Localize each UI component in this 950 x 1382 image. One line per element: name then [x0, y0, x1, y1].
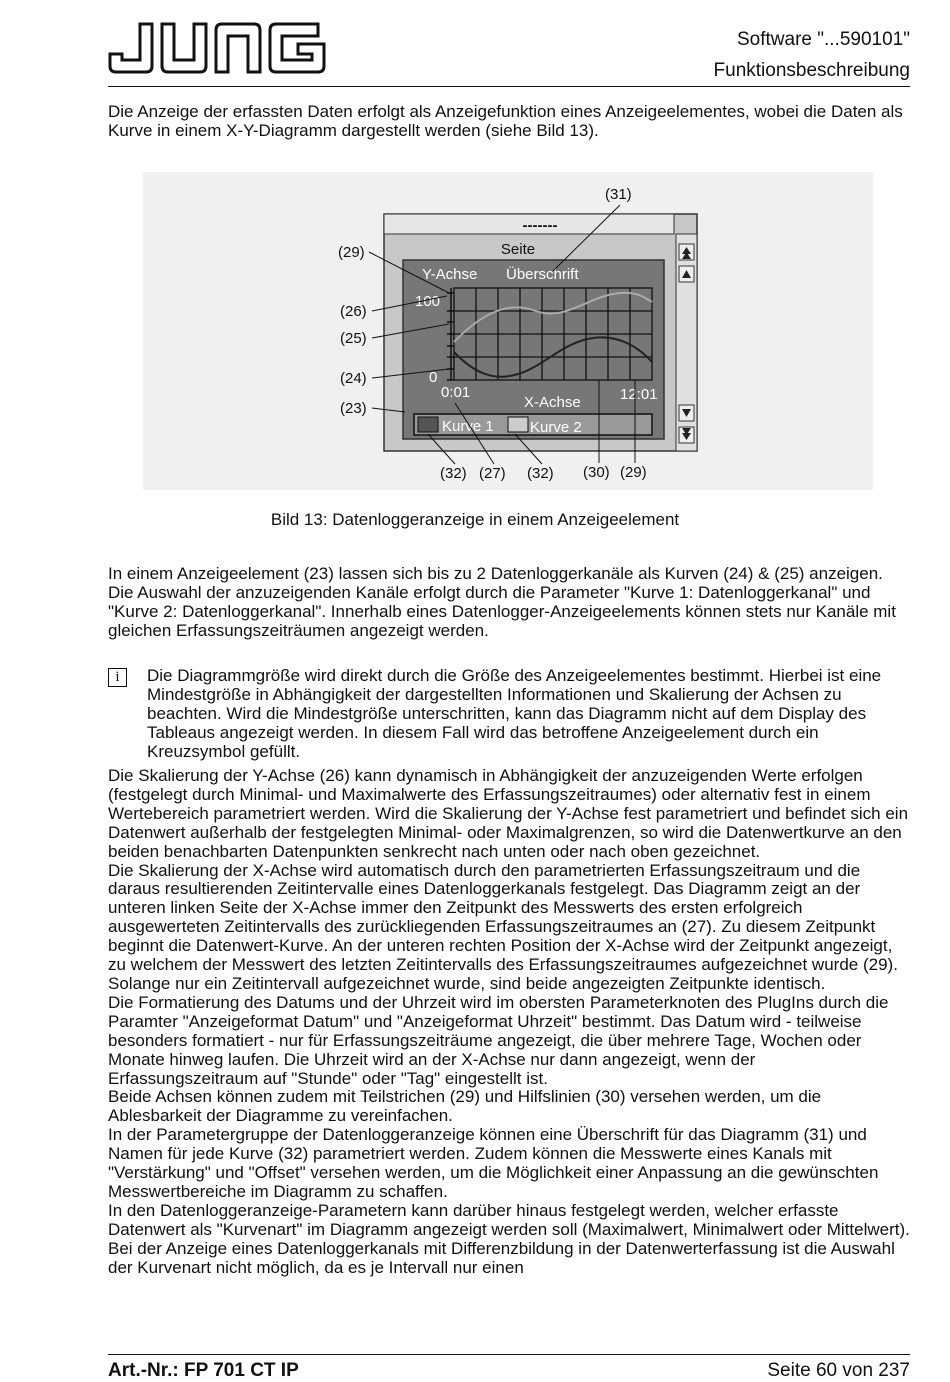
- legend-label-1: Kurve 1: [442, 418, 494, 435]
- footer-rule: [108, 1354, 910, 1355]
- legend-label-2: Kurve 2: [530, 419, 582, 436]
- info-note-text: Die Diagrammgröße wird direkt durch die Größe des Anzeigeelementes bestimmt. Hierbei ist eine Mindestgröße in Abhängigkeit der dargestellten Informationen und Skalierung der Achsen zu beachten. Wird die Mindestgröße unterschritten, kann das Diagramm nicht auf dem Display des Tableaus angezeigt werden. In diesem Fall wird das betroffene Anzeigeelement durch ein Kreuzsymbol gefüllt.: [147, 666, 882, 761]
- legend-swatch-1: [418, 417, 438, 432]
- scroll-down-icon: [679, 405, 694, 421]
- x-end-label: 12:01: [620, 386, 658, 403]
- y-axis-label: Y-Achse: [422, 266, 478, 283]
- callout-30: (30): [583, 464, 610, 481]
- header-rule: [108, 86, 910, 87]
- x-axis-label: X-Achse: [524, 394, 581, 411]
- software-version: Software "...590101": [737, 29, 910, 50]
- display-element: [403, 260, 664, 439]
- callout-26: (26): [340, 303, 367, 320]
- paragraph-x-axis: Die Skalierung der X-Achse wird automatisch durch den parametrierten Erfassungszeitraum und die daraus resultierenden Zeitintervalle eines Datenloggerkanals festgelegt. Das Diagramm zeigt an der unteren linken Seite der X-Achse immer den Zeitpunkt des Messwerts des ersten erfolgreich ausgewerteten Zeitintervalls des zurückliegenden Erfassungszeitraumes an (27). Zu diesem Zeitpunkt beginnt die Datenwert-Kurve. An der unteren rechten Position der X-Achse wird der Zeitpunkt angezeigt, zu welchem der Messwert des letzten Zeitintervalls des Erfassungszeitraumes aufgezeichnet wurde (29). Solange nur ein Zeitintervall aufgezeichnet wurde, sind beide angezeigten Zeitpunkte identisch.: [108, 860, 898, 993]
- figure-caption: Bild 13: Datenloggeranzeige in einem Anzeigeelement: [270, 510, 680, 529]
- legend-swatch-2: [508, 417, 528, 432]
- paragraph-heading: In der Parametergruppe der Datenloggeranzeige können eine Überschrift für das Diagramm (31) und Namen für jede Kurve (32) parametriert werden. Zudem können die Messwerte eines Kanals mit "Verstärkung" und "Offset" versehen werden, um die Möglichkeit einer Anpassung an die gewünschten Messwertbereiche im Diagramm zu schaffen.: [108, 1125, 879, 1201]
- y-min-label: 0: [429, 369, 438, 386]
- article-number: Art.-Nr.: FP 701 CT IP: [108, 1360, 299, 1381]
- callout-29-bottom: (29): [620, 464, 647, 481]
- callout-25: (25): [340, 330, 367, 347]
- chart-heading: Überschrift: [506, 266, 579, 283]
- info-icon: i: [108, 668, 127, 687]
- paragraph-ticks: Beide Achsen können zudem mit Teilstrichen (29) und Hilfslinien (30) versehen werden, um die Ablesbarkeit der Diagramme zu vereinfachen.: [108, 1087, 822, 1126]
- header-meta: [714, 24, 910, 86]
- intro-paragraph: Die Anzeige der erfassten Daten erfolgt als Anzeigefunktion eines Anzeigeelementes, wobei die Daten als Kurve in einem X-Y-Diagramm dargestellt werden (siehe Bild 13).: [108, 102, 903, 140]
- figure-datalogger: [143, 172, 873, 490]
- scroll-top-icon: [679, 244, 694, 260]
- callout-29-top: (29): [338, 244, 365, 261]
- body-section: [108, 767, 910, 1277]
- paragraph-date-format: Die Formatierung des Datums und der Uhrzeit wird im obersten Parameterknoten des PlugIns durch die Paramter "Anzeigeformat Datum" und "Anzeigeformat Uhrzeit" bestimmt. Das Datum wird - teilweise besonders formatiert - nur für Erfassungszeiträume angezeigt, die über mehrere Tage, Wochen oder Monate hinweg laufen. Die Uhrzeit wird an der X-Achse nur dann angezeigt, wenn der Erfassungszeitraum auf "Stunde" oder "Tag" eingestellt ist.: [108, 992, 889, 1088]
- scroll-bottom-icon: [679, 427, 694, 443]
- callout-27: (27): [479, 465, 506, 482]
- page-number: Seite 60 von 237: [767, 1360, 910, 1381]
- jung-logo: [108, 20, 328, 76]
- callout-31: (31): [605, 186, 632, 203]
- page-label: Seite: [500, 241, 536, 258]
- callout-32-left: (32): [440, 465, 467, 482]
- callout-24: (24): [340, 370, 367, 387]
- paragraph-y-axis: Die Skalierung der Y-Achse (26) kann dynamisch in Abhängigkeit der anzuzeigenden Werte erfolgen (festgelegt durch Minimal- und Maximalwerte des Erfassungszeitraumes) oder alternativ fest in einem Wertebereich parametriert werden. Wird die Skalierung der Y-Achse fest parametriert und befindet sich ein Datenwert außerhalb der festgelegten Minimal- oder Maximalgrenzen, so wird die Datenwertkurve an den beiden benachbarten Datenpunkten senkrecht nach unten oder nach oben gezeichnet.: [108, 766, 909, 861]
- paragraph-curve-type: In den Datenloggeranzeige-Parametern kann darüber hinaus festgelegt werden, welcher erfasste Datenwert als "Kurvenart" im Diagramm angezeigt werden soll (Maximalwert, Minimalwert oder Mittelwert). Bei der Anzeige eines Datenloggerkanals mit Differenzbildung in der Datenwerterfassung ist die Auswahl der Kurvenart nicht möglich, da es je Intervall nur einen: [108, 1200, 910, 1277]
- scroll-up-icon: [679, 266, 694, 282]
- y-max-label: 100: [415, 293, 441, 310]
- x-start-label: 0:01: [441, 384, 471, 401]
- info-note: [108, 667, 910, 762]
- callout-23: (23): [340, 400, 367, 417]
- tile-title: -------: [522, 217, 558, 234]
- document-type: Funktionsbeschreibung: [713, 60, 910, 81]
- callout-32-right: (32): [527, 465, 554, 482]
- body-paragraph-1: In einem Anzeigeelement (23) lassen sich bis zu 2 Datenloggerkanäle als Kurven (24) & (25) anzeigen. Die Auswahl der anzuzeigenden Kanäle erfolgt durch die Parameter "Kurve 1: Datenloggerkanal" und "Kurve 2: Datenloggerkanal". Innerhalb eines Datenlogger-Anzeigeelements können stets nur Kanäle mit gleichen Erfassungszeiträumen angezeigt werden.: [108, 564, 896, 640]
